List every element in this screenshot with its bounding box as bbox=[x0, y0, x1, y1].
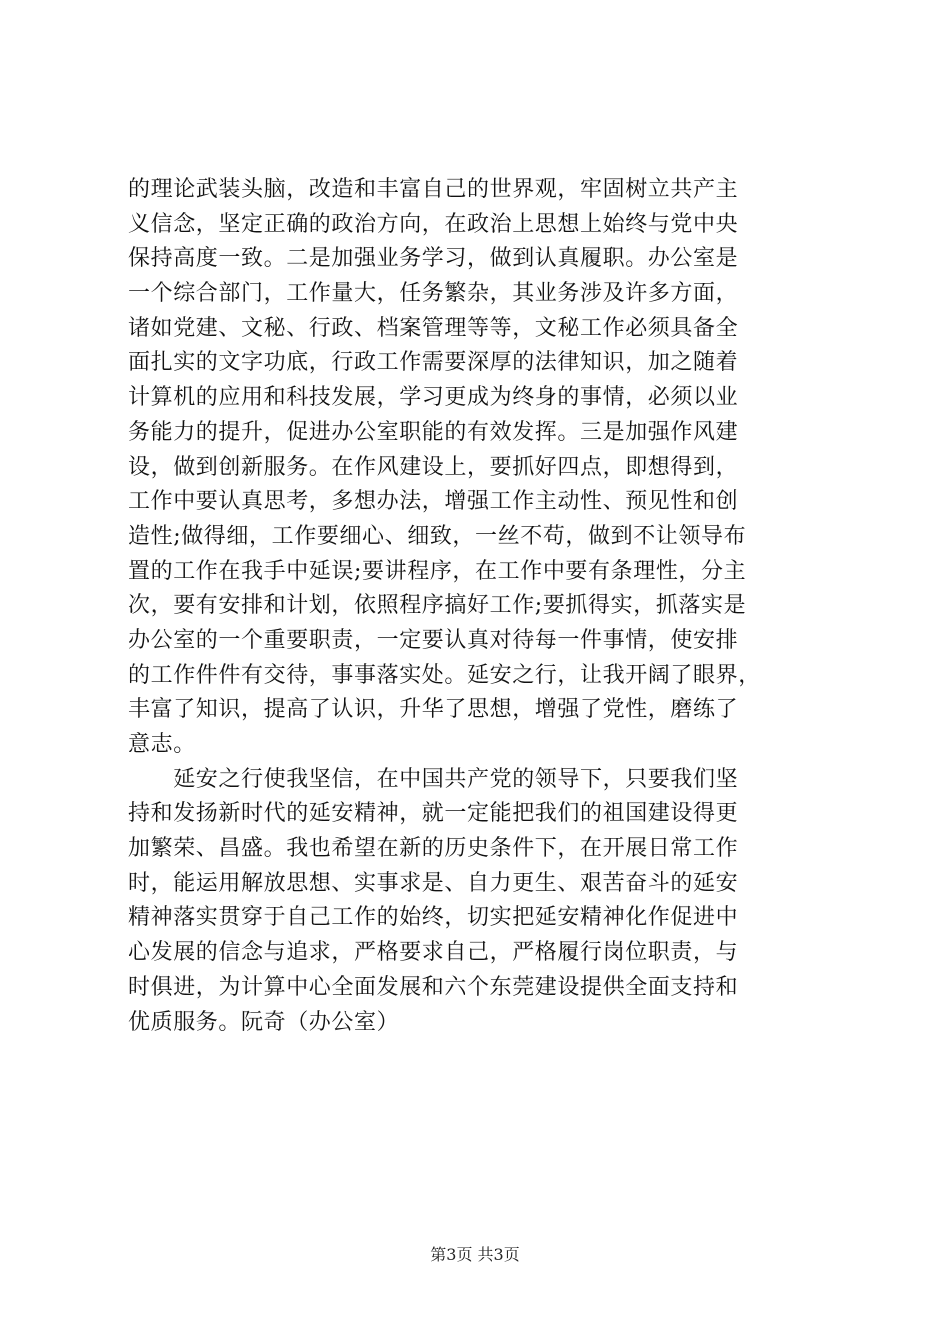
text-line: 一个综合部门，工作量大，任务繁杂，其业务涉及许多方面， bbox=[128, 281, 739, 307]
text-line: 办公室的一个重要职责，一定要认真对待每一件事情，使安排 bbox=[128, 627, 739, 653]
text-line: 延安之行使我坚信，在中国共产党的领导下，只要我们坚 bbox=[128, 766, 739, 792]
text-line: 设，做到创新服务。在作风建设上，要抓好四点，即想得到， bbox=[128, 454, 739, 480]
page-footer bbox=[0, 1242, 950, 1265]
text-line: 造性;做得细，工作要细心、细致，一丝不苟，做到不让领导布 bbox=[128, 523, 747, 549]
text-line: 计算机的应用和科技发展，学习更成为终身的事情，必须以业 bbox=[128, 385, 739, 411]
paragraph-2 bbox=[128, 763, 832, 1041]
text-line: 置的工作在我手中延误;要讲程序，在工作中要有条理性，分主 bbox=[128, 558, 747, 584]
page-indicator: 第3页 共3页 bbox=[430, 1245, 520, 1264]
paragraph-1 bbox=[128, 173, 832, 763]
text-line: 时，能运用解放思想、实事求是、自力更生、艰苦奋斗的延安 bbox=[128, 870, 739, 896]
text-line: 意志。 bbox=[128, 732, 196, 757]
text-line: 的理论武装头脑，改造和丰富自己的世界观，牢固树立共产主 bbox=[128, 177, 739, 202]
text-line: 面扎实的文字功底，行政工作需要深厚的法律知识，加之随着 bbox=[128, 350, 739, 376]
text-line: 务能力的提升，促进办公室职能的有效发挥。三是加强作风建 bbox=[128, 419, 739, 445]
text-line: 保持高度一致。二是加强业务学习，做到认真履职。办公室是 bbox=[128, 246, 739, 272]
document-body bbox=[128, 173, 832, 1040]
text-line: 优质服务。阮奇（办公室） bbox=[128, 1009, 400, 1035]
text-line: 心发展的信念与追求，严格要求自己，严格履行岗位职责，与 bbox=[128, 940, 739, 966]
text-line: 工作中要认真思考，多想办法，增强工作主动性、预见性和创 bbox=[128, 489, 739, 515]
text-line: 加繁荣、昌盛。我也希望在新的历史条件下，在开展日常工作 bbox=[128, 836, 739, 862]
text-line: 丰富了知识，提高了认识，升华了思想，增强了党性，磨练了 bbox=[128, 697, 739, 723]
text-line: 持和发扬新时代的延安精神，就一定能把我们的祖国建设得更 bbox=[128, 801, 739, 827]
text-line: 诸如党建、文秘、行政、档案管理等等，文秘工作必须具备全 bbox=[128, 315, 739, 341]
text-line: 的工作件件有交待，事事落实处。延安之行，让我开阔了眼界， bbox=[128, 662, 761, 688]
text-line: 次，要有安排和计划，依照程序搞好工作;要抓得实，抓落实是 bbox=[128, 593, 747, 619]
text-line: 义信念，坚定正确的政治方向，在政治上思想上始终与党中央 bbox=[128, 211, 739, 237]
text-line: 精神落实贯穿于自己工作的始终，切实把延安精神化作促进中 bbox=[128, 905, 739, 931]
text-line: 时俱进，为计算中心全面发展和六个东莞建设提供全面支持和 bbox=[128, 974, 739, 1000]
